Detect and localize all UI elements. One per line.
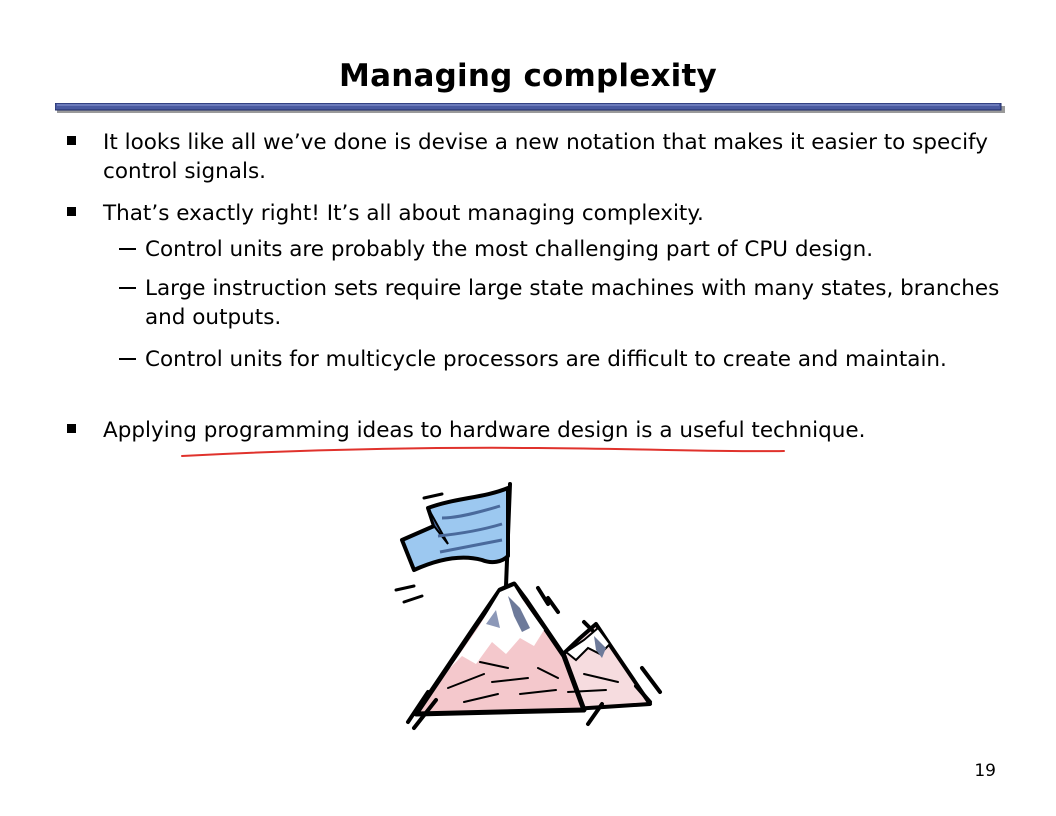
red-underline-annotation <box>178 446 788 460</box>
bullet-text: Applying programming ideas to hardware design is a useful technique. <box>103 418 866 443</box>
square-bullet-icon <box>67 424 76 433</box>
mountain-peak-flag-icon <box>388 478 668 733</box>
square-bullet-icon <box>67 136 76 145</box>
square-bullet-icon <box>67 207 76 216</box>
bullet-item <box>103 416 1003 445</box>
dash-bullet-icon <box>119 358 136 360</box>
bullet-text: Large instruction sets require large state machines with many states, branches and outputs. <box>145 276 1000 330</box>
dash-bullet-icon <box>119 287 136 289</box>
bullet-item <box>103 128 1003 186</box>
bullet-text: Control units are probably the most challenging part of CPU design. <box>145 237 874 262</box>
bullet-text: That’s exactly right! It’s all about managing complexity. <box>103 201 704 226</box>
sub-bullet-item <box>145 235 1005 264</box>
sub-bullet-item <box>145 274 1005 332</box>
bullet-text: It looks like all we’ve done is devise a new notation that makes it easier to specify control signals. <box>103 130 988 184</box>
page-number: 19 <box>974 761 996 781</box>
slide-title: Managing complexity <box>339 58 717 94</box>
dash-bullet-icon <box>119 248 136 250</box>
bullet-text: Control units for multicycle processors are difficult to create and maintain. <box>145 347 947 372</box>
sub-bullet-item <box>145 345 1005 374</box>
bullet-item <box>103 199 1003 228</box>
